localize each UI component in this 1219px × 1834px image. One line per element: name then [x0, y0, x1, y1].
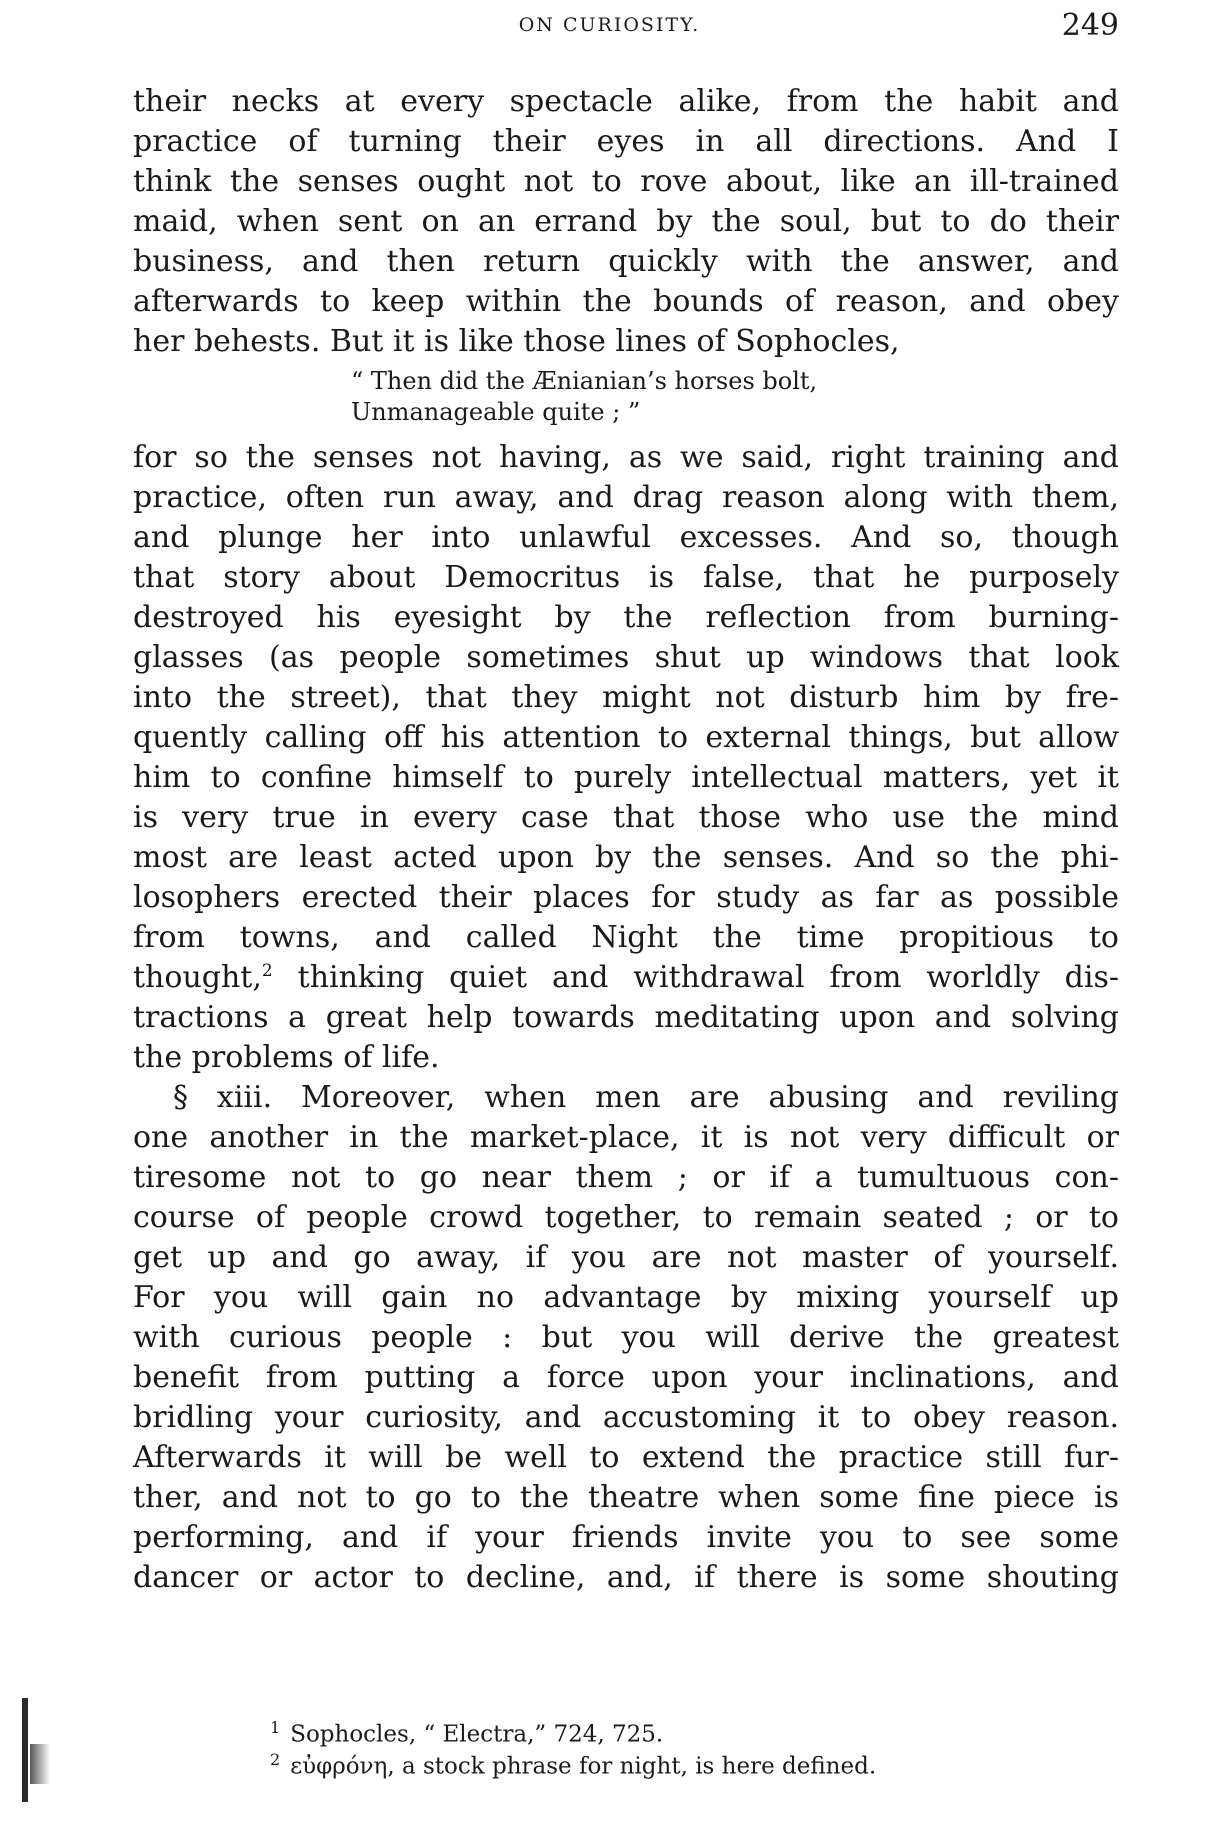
text-line: is very true in every case that those who use the mind: [133, 800, 1119, 835]
scan-edge-smudge: [30, 1744, 50, 1784]
text-line: for so the senses not having, as we said, right training and: [133, 440, 1119, 475]
text-fragment: thinking quiet and withdrawal from worldly dis-: [297, 960, 1119, 995]
paragraph-1: [133, 82, 1119, 362]
text-line: tractions a great help towards meditating upon and solving: [133, 1000, 1119, 1035]
text-line: get up and go away, if you are not master of yourself.: [133, 1240, 1119, 1275]
text-line: course of people crowd together, to remain seated ; or to: [133, 1200, 1119, 1235]
running-title: ON CURIOSITY.: [518, 14, 701, 36]
text-line: benefit from putting a force upon your inclinations, and: [133, 1360, 1119, 1395]
text-line: bridling your curiosity, and accustoming it to obey reason.: [133, 1400, 1119, 1435]
text-line: § xiii. Moreover, when men are abusing and reviling: [173, 1080, 1119, 1115]
text-line: For you will gain no advantage by mixing yourself up: [133, 1280, 1119, 1315]
text-line: him to confine himself to purely intellectual matters, yet it: [133, 760, 1119, 795]
text-line: and plunge her into unlawful excesses. And so, though: [133, 520, 1119, 555]
text-line: into the street), that they might not disturb him by fre-: [133, 680, 1119, 715]
text-line: tiresome not to go near them ; or if a tumultuous con-: [133, 1160, 1119, 1195]
text-line: dancer or actor to decline, and, if there is some shouting: [133, 1560, 1119, 1595]
text-line: think the senses ought not to rove about, like an ill-trained: [133, 164, 1119, 199]
text-line: business, and then return quickly with the answer, and: [133, 244, 1119, 279]
scan-edge-mark: [22, 1698, 28, 1802]
text-line: practice of turning their eyes in all directions. And I: [133, 124, 1119, 159]
paragraph-2: [133, 438, 1119, 1078]
page-number: 249: [1061, 8, 1119, 43]
verse-line: “ Then did the Ænianian’s horses bolt,: [351, 367, 818, 395]
text-line: afterwards to keep within the bounds of reason, and obey: [133, 284, 1119, 319]
footnote-mark: 2: [270, 1750, 281, 1769]
text-line: one another in the market-place, it is not very difficult or: [133, 1120, 1119, 1155]
text-line: her behests. But it is like those lines of Sophocles,: [133, 324, 900, 359]
footnote-text: εὐφρόνη, a stock phrase for night, is here defined.: [290, 1753, 877, 1780]
text-line: most are least acted upon by the senses. And so the phi-: [133, 840, 1119, 875]
text-line: ther, and not to go to the theatre when some fine piece is: [133, 1480, 1119, 1515]
footnote-2: [270, 1744, 1070, 1780]
text-line: quently calling off his attention to external things, but allow: [133, 720, 1119, 755]
footnote-text: Sophocles, “ Electra,” 724, 725.: [290, 1721, 664, 1748]
text-line: that story about Democritus is false, that he purposely: [133, 560, 1119, 595]
body-text: [133, 82, 1119, 1598]
text-line: destroyed his eyesight by the reflection from burning-: [133, 600, 1119, 635]
text-line: Afterwards it will be well to extend the practice still fur-: [133, 1440, 1119, 1475]
text-fragment: thought,: [133, 960, 262, 995]
verse-quotation: [133, 362, 1119, 438]
text-line: losophers erected their places for study as far as possible: [133, 880, 1119, 915]
text-line-with-footnote: [133, 958, 1119, 998]
text-line: their necks at every spectacle alike, from the habit and: [133, 84, 1119, 119]
text-line: with curious people : but you will derive the greatest: [133, 1320, 1119, 1355]
text-line: glasses (as people sometimes shut up windows that look: [133, 640, 1119, 675]
text-line: practice, often run away, and drag reason along with them,: [133, 480, 1119, 515]
footnote-mark: 1: [270, 1718, 281, 1737]
text-line: performing, and if your friends invite you to see some: [133, 1520, 1119, 1555]
paragraph-3: [133, 1078, 1119, 1598]
text-line: maid, when sent on an errand by the soul, but to do their: [133, 204, 1119, 239]
footnotes: [270, 1712, 1070, 1780]
text-line: the problems of life.: [133, 1040, 440, 1075]
verse-line: Unmanageable quite ; ”: [351, 398, 641, 426]
footnote-ref: 2: [261, 961, 273, 981]
footnote-1: [270, 1712, 1070, 1748]
text-line: from towns, and called Night the time propitious to: [133, 920, 1119, 955]
